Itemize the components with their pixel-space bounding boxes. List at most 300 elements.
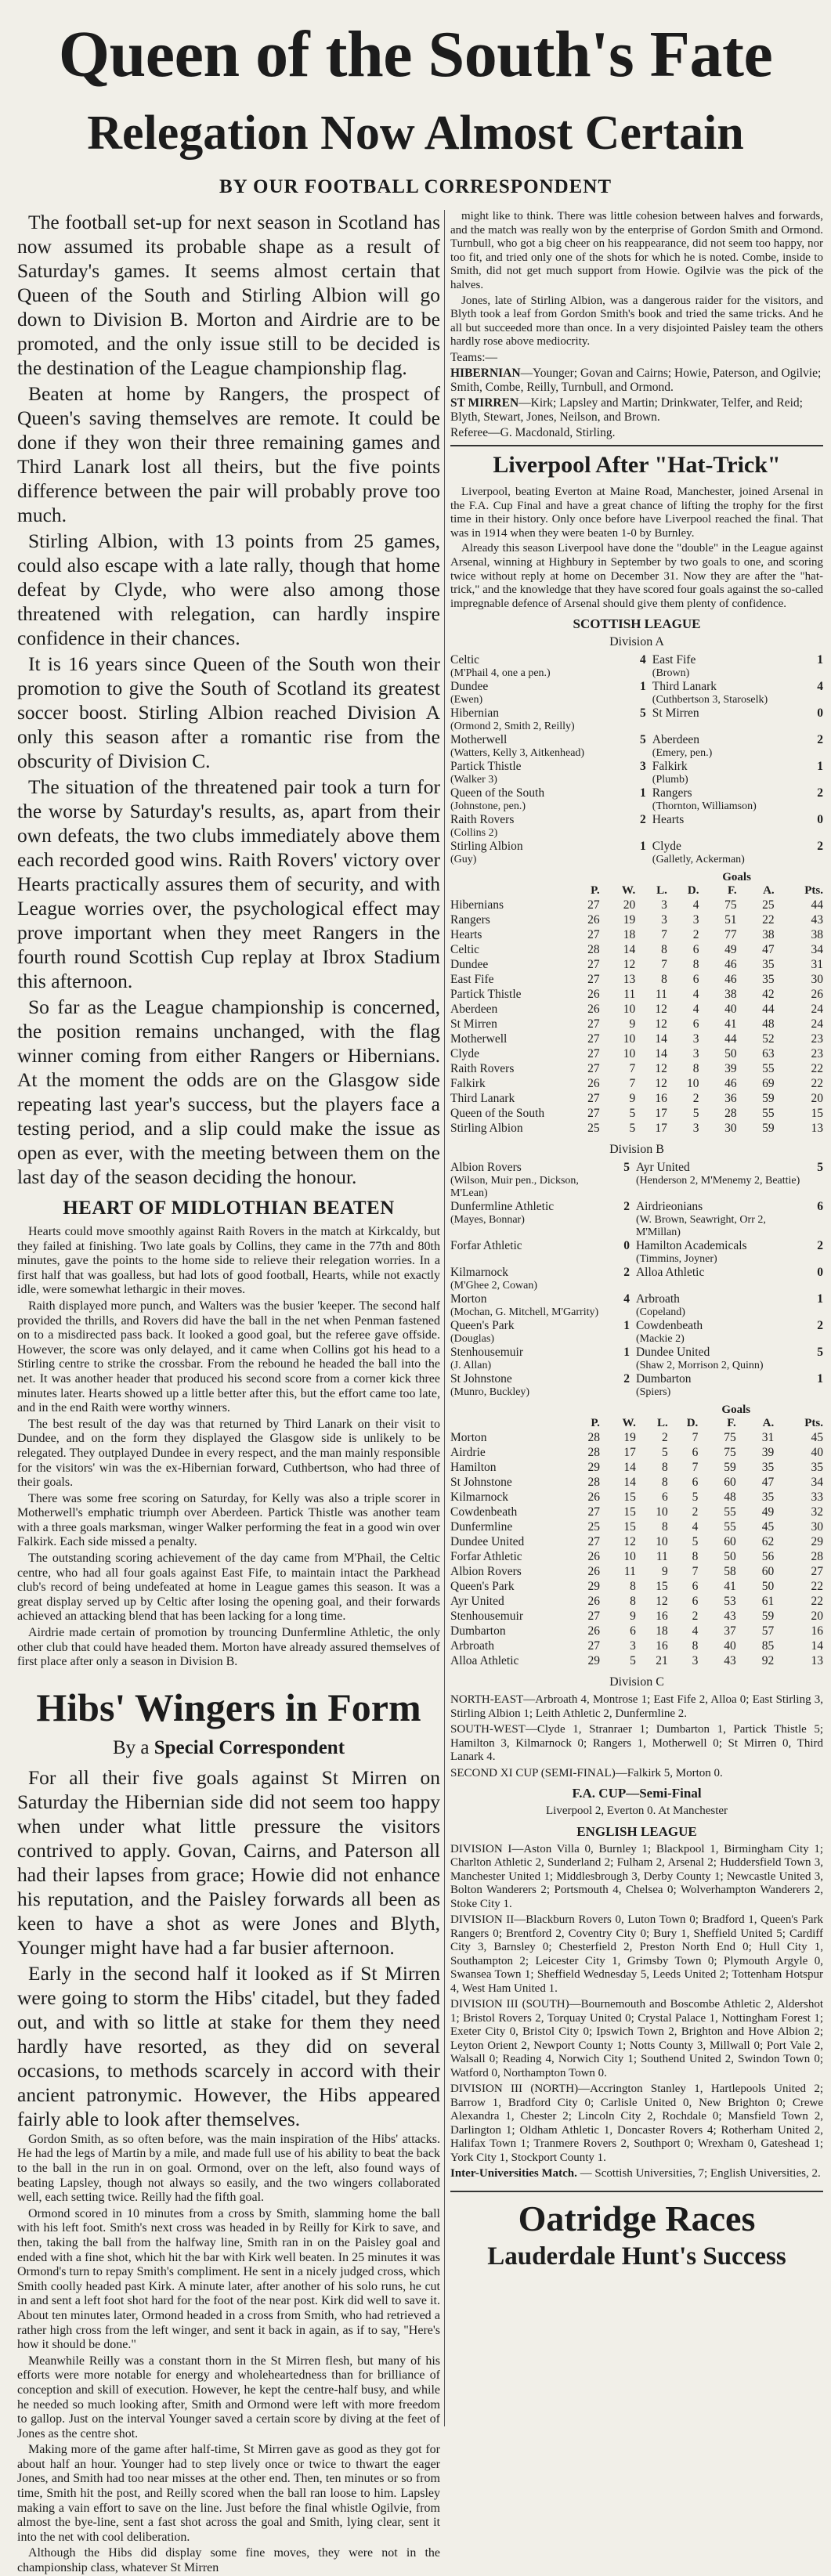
team-name: St Mirren	[450, 1017, 497, 1031]
stat-cell: 22	[811, 1062, 823, 1076]
home-team-name: Partick Thistle	[450, 760, 522, 774]
away-scorers: (Thornton, Williamson)	[652, 800, 757, 813]
home-team	[450, 1200, 612, 1239]
stat-cell: 3	[692, 1122, 699, 1136]
hibs-cont-paragraph: Jones, late of Stirling Albion, was a dangerous raider for the visitors, and Blyth took a leaf from Gordon Smith's book and tried the same tricks. And he all but succeeded more than once. In a very disjointed Paisley team the others hardly rose above mediocrity.	[450, 294, 823, 349]
stat-cell: 17	[655, 1107, 667, 1121]
stat-cell: 10	[623, 1047, 636, 1061]
table-row	[450, 927, 823, 942]
table-header-blank	[667, 871, 699, 884]
home-score: 4	[640, 653, 646, 667]
stat-cell: 27	[587, 1062, 600, 1076]
table-header-row	[450, 1417, 823, 1430]
stat-cell: 6	[692, 1595, 699, 1609]
team-name: Hibernians	[450, 898, 504, 912]
home-scorers: (Johnstone, pen.)	[450, 800, 526, 813]
home-team-name: Celtic	[450, 653, 480, 667]
hibs-paragraph: Ormond scored in 10 minutes from a cross by Smith, slamming home the ball with his left foot. Smith's next cross was headed in by Reilly for Kirk to save, and then, taking the ball from the halfway line, Smith ran in on the Paisley goal and ended with a fine shot, which hit the bar with Kirk well beaten. In 25 minutes it was Ormond's turn to repay Smith's compliment. He sent in a nicely judged cross, which Smith coolly headed past Kirk. A minute later, after another of his solo runs, he cut in and sent a left foot shot hard for the foot of the near post. Kirk did well to save it. About ten minutes later, Ormond headed in a cross from Smith, who had retrieved a rather high cross from the left winger, and sent it back in again, as if to say, "Here's how it should be done."	[17, 2206, 440, 2352]
stat-cell: 3	[692, 1654, 699, 1668]
stat-cell: 28	[587, 1431, 600, 1445]
result-row	[450, 786, 823, 813]
team-name: Clyde	[450, 1047, 480, 1061]
stat-cell: 30	[811, 973, 823, 987]
hibs-paragraph: Although the Hibs did display some fine moves, they were not in the championship class, whatever St Mirren	[17, 2546, 440, 2575]
home-scorers: (J. Allan)	[450, 1360, 492, 1372]
team-name: Third Lanark	[450, 1092, 515, 1106]
stat-cell: 28	[587, 943, 600, 957]
teams-label: Teams:—	[450, 350, 498, 364]
away-team	[652, 733, 806, 760]
stat-cell: 14	[655, 1047, 667, 1061]
table-row	[450, 972, 823, 987]
stat-cell: 31	[761, 1431, 775, 1445]
stat-cell: 29	[811, 1535, 823, 1549]
away-score: 1	[817, 653, 823, 667]
home-team	[450, 760, 629, 786]
home-team	[450, 1239, 612, 1266]
table-row	[450, 1594, 823, 1609]
stat-cell: 7	[692, 1461, 699, 1475]
stat-cell: 9	[629, 1017, 636, 1031]
english-division-1: DIVISION I—Aston Villa 0, Burnley 1; Blackpool 1, Birmingham City 1; Charlton Athletic 2, Sunderland 2; Fulham 2, Arsenal 2; Huddersfield Town 3, Manchester United 1; Middlesbrough 3, Derby County 1; Newcastle United 3, Bolton Wanderers 2; Portsmouth 4, Chelsea 0; Wolverhampton Wanderers 2, Stoke City 1.	[450, 1842, 823, 1910]
stat-cell: 38	[724, 988, 737, 1002]
stat-cell: 25	[762, 898, 775, 912]
table-row	[450, 1091, 823, 1106]
team-name: Kilmarnock	[450, 1490, 509, 1505]
stat-cell: 69	[762, 1077, 775, 1091]
stat-cell: 22	[811, 1580, 823, 1594]
table-row	[450, 1031, 823, 1046]
main-headline: Queen of the South's Fate	[58, 18, 773, 91]
table-row	[450, 912, 823, 927]
team-name: Dundee United	[450, 1535, 525, 1549]
table-header-blank	[636, 1404, 668, 1417]
team-name: Albion Rovers	[450, 1565, 522, 1579]
lead-paragraph: The situation of the threatened pair took a turn for the worse by Saturday's results, as, apart from their own defeats, the two clubs immediately above them each recorded good wins. Raith Rovers' victory over Hearts practically assures them of security, and with League worries over, the psychological effect may prove important when they meet Rangers in the fourth round Scottish Cup replay at Ibrox Stadium this afternoon.	[17, 775, 440, 992]
stat-cell: 20	[623, 898, 636, 912]
hibs-paragraph: Gordon Smith, as so often before, was the main inspiration of the Hibs' attacks. He had the legs of Martin by a mile, and made full use of his ability to beat the back to the ball in the run in on goal. Ormond, over on the left, also found ways of beating Lapsley, though not always so easily, and the two wingers collaborated well, each setting twice. Reilly had the fifth goal.	[17, 2132, 440, 2205]
stat-cell: 55	[724, 1520, 736, 1534]
home-scorers: (Mochan, G. Mitchell, M'Garrity)	[450, 1306, 599, 1319]
away-team	[636, 1372, 806, 1399]
team-name: Queen's Park	[450, 1580, 515, 1594]
stat-cell: 12	[656, 1595, 668, 1609]
stat-cell: 12	[655, 1017, 667, 1031]
team-name: Stenhousemuir	[450, 1610, 523, 1624]
stat-cell: 8	[662, 1520, 668, 1534]
result-row	[450, 1266, 823, 1292]
away-score: 0	[817, 706, 823, 721]
stat-cell: 26	[587, 988, 600, 1002]
stat-cell: 2	[692, 928, 699, 942]
stat-cell: 29	[587, 1461, 600, 1475]
table-row	[450, 1609, 823, 1624]
second-xi-cup: SECOND XI CUP (SEMI-FINAL)—Falkirk 5, Morton 0.	[450, 1766, 723, 1779]
stat-cell: 26	[811, 988, 823, 1002]
stat-cell: 8	[630, 1580, 636, 1594]
stat-cell: 12	[655, 1062, 667, 1076]
stat-cell: 58	[724, 1565, 736, 1579]
stat-cell: 35	[811, 1461, 823, 1475]
stat-cell: 47	[761, 1476, 775, 1490]
home-team-name: Queen's Park	[450, 1319, 515, 1333]
stat-cell: 36	[724, 1092, 737, 1106]
team-name: Queen of the South	[450, 1107, 545, 1121]
away-scorers: (Cuthbertson 3, Staroselk)	[652, 694, 768, 706]
stat-cell: 8	[630, 1595, 636, 1609]
result-row	[450, 1239, 823, 1266]
table-header-cell: P.	[591, 884, 600, 898]
stat-cell: 59	[762, 1092, 775, 1106]
stat-cell: 44	[811, 898, 823, 912]
stat-cell: 22	[811, 1595, 823, 1609]
stat-cell: 27	[587, 958, 600, 972]
stat-cell: 6	[692, 943, 699, 957]
table-row	[450, 1490, 823, 1505]
stat-cell: 59	[724, 1461, 736, 1475]
home-team	[450, 680, 629, 706]
stat-cell: 5	[630, 1654, 636, 1668]
away-score: 2	[817, 733, 823, 747]
division-a-results	[450, 653, 823, 866]
stat-cell: 15	[623, 1490, 636, 1505]
table-header-blank	[568, 871, 600, 884]
away-scorers: (W. Brown, Seawright, Orr 2, M'Millan)	[635, 1214, 766, 1239]
team-name: Dunfermline	[450, 1520, 513, 1534]
stat-cell: 10	[623, 1003, 636, 1017]
stat-cell: 7	[661, 928, 667, 942]
home-score: 2	[623, 1200, 630, 1214]
away-team-name: Hearts	[652, 813, 685, 827]
home-team-name: Morton	[450, 1292, 487, 1306]
stat-cell: 47	[762, 943, 775, 957]
stat-cell: 3	[692, 913, 699, 927]
hearts-article	[17, 1225, 440, 1670]
hibs-lead-paragraph: For all their five goals against St Mirren on Saturday the Hibernian side did not seem too happy when under what little pressure the visitors contrived to apply. Govan, Cairns, and Paterson all had their lapses from grace; Howie did not enhance his reputation, and the Paisley forwards all been as keen to have a shot as were Jones and Blyth, Younger might have had a far busier afternoon.	[17, 1765, 440, 1959]
away-team-name: Alloa Athletic	[635, 1266, 705, 1280]
stat-cell: 6	[692, 1580, 699, 1594]
stat-cell: 9	[629, 1092, 636, 1106]
away-team-name: Ayr United	[635, 1161, 690, 1175]
stat-cell: 37	[724, 1624, 736, 1638]
home-score: 4	[623, 1292, 630, 1306]
home-team-name: Forfar Athletic	[450, 1239, 522, 1253]
away-scorers: (Brown)	[652, 667, 690, 680]
lead-paragraph: Stirling Albion, with 13 points from 25 games, could also escape with a late rally, though that home defeat by Clyde, who were also among those threatened with relegation, can hardly inspire confidence in their chances.	[17, 529, 440, 649]
stat-cell: 44	[762, 1003, 775, 1017]
table-header-cell: W.	[621, 884, 636, 898]
stat-cell: 48	[762, 1017, 775, 1031]
stat-cell: 41	[724, 1017, 737, 1031]
stat-cell: 4	[692, 1624, 699, 1638]
stat-cell: 27	[587, 1032, 600, 1046]
home-score: 5	[623, 1161, 630, 1175]
lead-paragraph: The football set-up for next season in Scotland has now assumed its probable shape as a result of Saturday's games. It seems almost certain that Queen of the South and Stirling Albion will go down to Division B. Morton and Airdrie are to be promoted, and the only issue still to be decided is the destination of the League championship flag.	[17, 211, 440, 379]
lead-paragraph: It is 16 years since Queen of the South won their promotion to give the South of Scotland its greatest soccer boost. Stirling Albion reached Division A only this season after a romantic rise from the obscurity of Division C.	[17, 652, 440, 772]
division-a-table	[450, 871, 823, 1136]
stat-cell: 26	[587, 1595, 600, 1609]
stat-cell: 38	[811, 928, 823, 942]
away-team	[636, 1200, 806, 1239]
stat-cell: 13	[811, 1654, 823, 1668]
team-name: East Fife	[450, 973, 494, 987]
table-row	[450, 1549, 823, 1564]
home-team-name: Motherwell	[450, 733, 508, 747]
table-goals-row	[450, 1404, 823, 1417]
away-team-name: Clyde	[652, 840, 681, 854]
stat-cell: 7	[692, 1565, 699, 1579]
stat-cell: 13	[623, 973, 636, 987]
table-row	[450, 942, 823, 957]
inter-universities-result: — Scottish Universities, 7; English Universities, 2.	[580, 2167, 821, 2180]
stat-cell: 23	[811, 1032, 823, 1046]
home-team-name: Dunfermline Athletic	[450, 1200, 555, 1214]
stat-cell: 48	[724, 1490, 736, 1505]
left-column	[17, 210, 440, 2575]
stat-cell: 11	[655, 988, 667, 1002]
home-scorers: (Watters, Kelly 3, Aitkenhead)	[450, 747, 585, 760]
hearts-paragraph: The outstanding scoring achievement of the day came from M'Phail, the Celtic centre, who had all four goals against East Fife, to maintain intact the Parkhead club's record of being undefeated at home in League games this season. It was a great display served up by Celtic after losing the opening goal, and their forwards achieved an attacking blend that has been lacking for a long time.	[17, 1552, 440, 1624]
stat-cell: 51	[724, 913, 737, 927]
stat-cell: 28	[811, 1550, 823, 1564]
stat-cell: 26	[587, 1490, 600, 1505]
home-scorers: (Douglas)	[450, 1333, 494, 1346]
stat-cell: 7	[629, 1062, 636, 1076]
table-row	[450, 1460, 823, 1475]
away-score: 0	[817, 813, 823, 827]
stat-cell: 43	[724, 1654, 736, 1668]
stat-cell: 12	[623, 958, 636, 972]
stat-cell: 16	[656, 1639, 668, 1653]
away-team	[636, 1292, 806, 1319]
home-score: 2	[640, 813, 646, 827]
stat-cell: 25	[587, 1122, 600, 1136]
stat-cell: 35	[761, 1461, 775, 1475]
away-team	[652, 760, 806, 786]
away-team	[652, 786, 806, 813]
away-team-name: Rangers	[652, 786, 692, 800]
sub-headline: Relegation Now Almost Certain	[87, 107, 744, 160]
stat-cell: 24	[811, 1017, 823, 1031]
table-header-blank	[635, 871, 667, 884]
result-row	[450, 653, 823, 680]
goals-header: Goals	[722, 871, 751, 884]
team-name: Dumbarton	[450, 1624, 506, 1638]
hibs-byline-name: Special Correspondent	[154, 1736, 345, 1758]
result-row	[450, 760, 823, 786]
teams-stm-list: —Kirk; Lapsley and Martin; Drinkwater, Telfer, and Reid; Blyth, Stewart, Jones, Neilson, and Brown.	[450, 396, 803, 424]
result-row	[450, 1200, 823, 1239]
stat-cell: 27	[587, 928, 600, 942]
stat-cell: 8	[662, 1476, 668, 1490]
home-scorers: (Munro, Buckley)	[450, 1386, 530, 1399]
home-score: 5	[640, 733, 646, 747]
stat-cell: 21	[656, 1654, 668, 1668]
stat-cell: 30	[811, 1520, 823, 1534]
stat-cell: 28	[724, 1107, 737, 1121]
stat-cell: 6	[692, 973, 699, 987]
team-name: Aberdeen	[450, 1003, 498, 1017]
away-score: 2	[817, 1319, 823, 1333]
away-score: 1	[817, 1372, 823, 1386]
stat-cell: 38	[762, 928, 775, 942]
stat-cell: 27	[587, 1535, 600, 1549]
stat-cell: 6	[630, 1624, 636, 1638]
table-header-row	[450, 884, 823, 898]
away-scorers: (Galletly, Ackerman)	[652, 854, 745, 866]
stat-cell: 52	[762, 1032, 775, 1046]
stat-cell: 5	[662, 1446, 668, 1460]
stat-cell: 26	[587, 1550, 600, 1564]
stat-cell: 10	[623, 1032, 636, 1046]
away-team	[636, 1319, 806, 1346]
table-header-cell: D.	[686, 1417, 699, 1430]
away-team-name: Falkirk	[652, 760, 688, 774]
table-header-blank	[668, 1404, 699, 1417]
stat-cell: 8	[692, 958, 699, 972]
home-score: 2	[623, 1372, 630, 1386]
fa-cup-result: Liverpool 2, Everton 0. At Manchester	[545, 1805, 728, 1818]
referee: Referee—G. Macdonald, Stirling.	[450, 425, 616, 439]
stat-cell: 27	[587, 1092, 600, 1106]
stat-cell: 39	[724, 1062, 737, 1076]
home-scorers: (Ormond 2, Smith 2, Reilly)	[450, 721, 575, 733]
hibs-continuation	[450, 210, 823, 349]
away-team-name: Dumbarton	[635, 1372, 692, 1386]
stat-cell: 10	[686, 1077, 699, 1091]
table-row	[450, 987, 823, 1002]
stat-cell: 40	[724, 1639, 736, 1653]
result-row	[450, 706, 823, 733]
stat-cell: 22	[762, 913, 775, 927]
away-scorers: (Spiers)	[635, 1386, 671, 1399]
stat-cell: 31	[811, 958, 823, 972]
team-name: Motherwell	[450, 1032, 508, 1046]
stat-cell: 2	[662, 1431, 668, 1445]
stat-cell: 5	[629, 1122, 636, 1136]
stat-cell: 8	[662, 1461, 668, 1475]
stat-cell: 26	[587, 1565, 600, 1579]
home-team	[450, 733, 629, 760]
hearts-paragraph: Raith displayed more punch, and Walters was the busier 'keeper. The second half provided the thrills, and Rovers did have the ball in the net when Penman fastened on to a misdirected pass back. It looked a good goal, but the referee gave offside. However, the score was only delayed, and it came when Collins got his head to a Stirling centre to strike the crossbar. From the rebound he headed the ball into the net. It was another header that produced his second score from a corner kick three minutes later. Hearts showed up a little better after this, but the effort came too late, and in the end Raith were worthy winners.	[17, 1299, 440, 1415]
away-team	[652, 813, 806, 840]
stat-cell: 4	[692, 1520, 699, 1534]
stat-cell: 12	[655, 1003, 667, 1017]
stat-cell: 30	[724, 1122, 737, 1136]
stat-cell: 75	[724, 898, 737, 912]
stat-cell: 23	[811, 1047, 823, 1061]
stat-cell: 33	[811, 1490, 823, 1505]
stat-cell: 32	[811, 1505, 823, 1519]
table-row	[450, 1505, 823, 1519]
home-team-name: Stirling Albion	[450, 840, 523, 854]
stat-cell: 77	[724, 928, 737, 942]
stat-cell: 13	[811, 1122, 823, 1136]
table-row	[450, 1624, 823, 1638]
team-name: Alloa Athletic	[450, 1654, 519, 1668]
liverpool-paragraph: Already this season Liverpool have done the "double" in the League against Arsenal, winning at Highbury in September by two goals to one, and scoring twice without reply at home on December 31. Now they are after the "hat-trick," and the knowledge that they have scored four goals against the so-called impregnable defence of Arsenal should give them plenty of confidence.	[450, 542, 823, 610]
stat-cell: 7	[692, 1431, 699, 1445]
division-a-label: Division A	[609, 635, 664, 649]
stat-cell: 4	[692, 988, 699, 1002]
stat-cell: 2	[692, 1610, 699, 1624]
english-division-3-south: DIVISION III (SOUTH)—Bournemouth and Boscombe Athletic 2, Aldershot 1; Bristol Rovers 2, Torquay United 0; Crystal Palace 1, Nottingham Forest 1; Exeter City 0, Bristol City 0; Ipswich Town 2, Brighton and Hove Albion 2; Leyton Orient 2, Newport County 1; Notts County 3, Millwall 0; Port Vale 2, Walsall 0; Reading 4, Norwich City 1; Southend United 2, Swindon Town 0; Watford 0, Northampton Town 0.	[450, 1998, 823, 2079]
team-name: Raith Rovers	[450, 1062, 515, 1076]
away-score: 1	[817, 1292, 823, 1306]
team-name: Falkirk	[450, 1077, 486, 1091]
away-scorers: (Mackie 2)	[635, 1333, 685, 1346]
table-row	[450, 1564, 823, 1579]
teams-stm-label: ST MIRREN	[450, 396, 519, 410]
table-header-blank	[600, 1404, 636, 1417]
hibs-lead	[17, 1765, 440, 2131]
team-name: Arbroath	[450, 1639, 494, 1653]
stat-cell: 8	[661, 943, 667, 957]
result-row	[450, 1346, 823, 1372]
team-name: Stirling Albion	[450, 1122, 523, 1136]
stat-cell: 7	[629, 1077, 636, 1091]
table-header-blank	[450, 871, 568, 884]
stat-cell: 50	[724, 1047, 737, 1061]
hibs-paragraph: Meanwhile Reilly was a constant thorn in the St Mirren flesh, but many of his efforts were more notable for energy and wholeheartedness than for brilliance of conception and skill of execution. However, he kept the centre-half busy, and while he needed so much looking after, Smith and Ormond were left with more freedom to gallop. Just on the interval Younger saved a certain score by diving at the feet of Jones as the centre shot.	[17, 2354, 440, 2441]
table-row	[450, 1061, 823, 1076]
division-c-northeast: NORTH-EAST—Arbroath 4, Montrose 1; East Fife 2, Alloa 0; East Stirling 3, Stirling Albion 1; Leith Athletic 2, Dunfermline 2.	[450, 1693, 823, 1720]
stat-cell: 20	[811, 1092, 823, 1106]
stat-cell: 19	[623, 1431, 636, 1445]
away-team	[636, 1266, 806, 1292]
hibs-byline	[17, 1736, 440, 1761]
oatridge-subheading: Lauderdale Hunt's Success	[487, 2242, 786, 2271]
stat-cell: 26	[587, 913, 600, 927]
division-b-results	[450, 1161, 823, 1399]
team-name: Forfar Athletic	[450, 1550, 522, 1564]
stat-cell: 18	[623, 928, 636, 942]
stat-cell: 11	[656, 1550, 668, 1564]
stat-cell: 10	[623, 1550, 636, 1564]
table-row	[450, 1046, 823, 1061]
home-scorers: (Ewen)	[450, 694, 483, 706]
table-row	[450, 1519, 823, 1534]
column-rule	[444, 210, 445, 2426]
home-team-name: Kilmarnock	[450, 1266, 509, 1280]
stat-cell: 14	[655, 1032, 667, 1046]
away-team	[652, 680, 806, 706]
away-team-name: Third Lanark	[652, 680, 717, 694]
stat-cell: 27	[587, 1017, 600, 1031]
stat-cell: 3	[692, 1047, 699, 1061]
stat-cell: 45	[761, 1520, 775, 1534]
home-team-name: St Johnstone	[450, 1372, 512, 1386]
team-name: Cowdenbeath	[450, 1505, 518, 1519]
stat-cell: 6	[692, 1017, 699, 1031]
team-name: Hearts	[450, 928, 482, 942]
away-score: 2	[817, 786, 823, 800]
stat-cell: 16	[656, 1610, 668, 1624]
home-team	[450, 1319, 612, 1346]
teams-hibernian	[450, 367, 823, 395]
table-header-blank	[600, 871, 636, 884]
away-scorers: (Emery, pen.)	[652, 747, 713, 760]
hibs-article	[17, 2133, 440, 2576]
stat-cell: 15	[623, 1505, 636, 1519]
stat-cell: 2	[692, 1505, 699, 1519]
stat-cell: 61	[761, 1595, 775, 1609]
stat-cell: 8	[692, 1550, 699, 1564]
oatridge-heading: Oatridge Races	[518, 2198, 756, 2238]
goals-header: Goals	[721, 1404, 751, 1417]
stat-cell: 92	[761, 1654, 775, 1668]
stat-cell: 26	[587, 1003, 600, 1017]
